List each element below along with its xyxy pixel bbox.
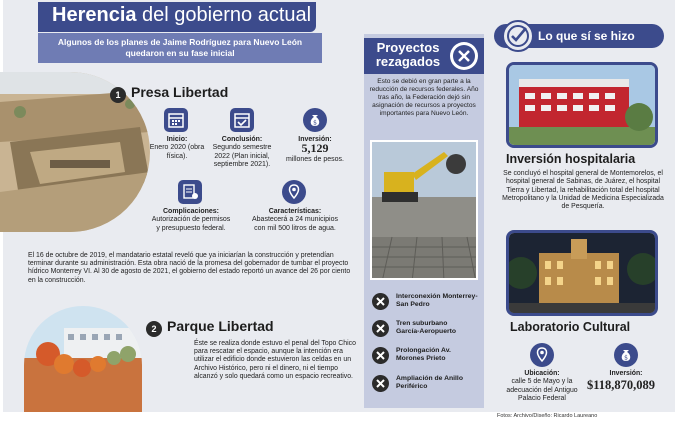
rezagado-name: Prolongación Av. Morones Prieto — [396, 347, 451, 362]
location-pin-icon — [530, 343, 554, 367]
rezagados-note: Esto se debió en gran parte a la reducción de recursos federales. Año tras año, la Federación dejó sin asignación de recursos a proyectos importantes para Nuevo León. — [369, 78, 479, 117]
parque-number-badge: 2 — [146, 321, 162, 337]
rezagado-item — [372, 373, 482, 395]
presa-inversion-amount: 5,129 — [301, 141, 329, 156]
page-title — [52, 4, 311, 27]
laboratorio-ubicacion — [504, 370, 580, 403]
rezagados-header — [364, 38, 484, 74]
ubicacion-value: calle 5 de Mayo y la adecuación del Antiguo Palacio Federal — [506, 378, 578, 402]
presa-inicio — [148, 136, 206, 161]
x-circle-icon — [450, 42, 478, 70]
presa-complicaciones — [150, 208, 232, 233]
rezagado-name: Tren suburbano García-Aeropuerto — [396, 320, 457, 335]
header-banner — [38, 2, 316, 32]
presa-caracteristicas-value: Abastecerá a 24 municipios con mil 500 litros de agua. — [252, 216, 338, 232]
laboratorio-inversion-value: $118,870,089 — [587, 378, 656, 392]
presa-caracteristicas-label: Características: — [268, 208, 322, 215]
rezagados-title: Proyectos rezagados — [375, 40, 441, 69]
presa-caracteristicas — [246, 208, 344, 233]
presa-conclusion-value: Segundo semestre 2022 (Plan inicial, septiembre 2021). — [212, 144, 272, 169]
rezagado-item — [372, 291, 482, 313]
presa-inversion-label: Inversión: — [298, 136, 332, 143]
lab-inversion-label: Inversión: — [609, 370, 643, 377]
presa-inicio-label: Inicio: — [166, 136, 188, 143]
presa-body-text: El 16 de octubre de 2019, el mandatario estatal reveló que ya iniciarían la construcción y pretendían terminar durante su administración. Esta obra nació de la promesa del gobernador de tumbar el proyecto hídrico Monterrey VI. Al 30 de agosto de 2021, el gobierno del estado reportó un avance del 26 por ciento en la construcción. — [28, 252, 351, 284]
rezagados-photo — [370, 140, 478, 280]
title-bold: Herencia — [52, 4, 137, 26]
presa-conclusion — [208, 136, 276, 170]
x-mark-icon — [372, 293, 389, 310]
page-subtitle: Algunos de los planes de Jaime Rodríguez para Nuevo León quedaron en su fase inicial — [38, 33, 322, 63]
presa-inicio-value: Enero 2020 (obra física). — [149, 144, 205, 160]
presa-complicaciones-label: Complicaciones: — [162, 208, 219, 215]
presa-inversion-unit: millones de pesos. — [286, 155, 344, 163]
svg-text:$: $ — [624, 354, 628, 362]
money-bag-icon — [614, 343, 638, 367]
presa-inversion — [280, 136, 350, 164]
location-pin-icon — [282, 180, 306, 204]
permits-icon — [178, 180, 202, 204]
hospital-text: Se concluyó el hospital general de Montemorelos, el hospital general de Sabinas, de Juárez, el hospital Tierra y Libertad, la rehabilitación total del hospital Metropolitano y la Unidad de Medicina Especializada de Pesquería. — [502, 170, 664, 211]
x-mark-icon — [372, 347, 389, 364]
laboratorio-photo — [506, 230, 658, 316]
hospital-photo — [506, 62, 658, 148]
calendar-icon — [164, 108, 188, 132]
rezagado-name: Ampliación de Anillo Periférico — [396, 375, 463, 390]
check-circle-icon — [502, 20, 534, 52]
presa-complicaciones-value: Autorización de permisos y presupuesto federal. — [151, 216, 231, 232]
hospital-title: Inversión hospitalaria — [506, 152, 636, 166]
rezagado-name: Interconexión Monterrey-San Pedro — [396, 293, 478, 308]
svg-text:$: $ — [313, 119, 317, 127]
rezagado-item — [372, 318, 482, 340]
ubicacion-label: Ubicación: — [524, 370, 560, 377]
parque-title: Parque Libertad — [167, 318, 274, 334]
laboratorio-title: Laboratorio Cultural — [510, 320, 631, 334]
x-mark-icon — [372, 320, 389, 337]
rezagado-item — [372, 345, 482, 367]
title-rest: del gobierno actual — [136, 4, 312, 26]
presa-number-badge: 1 — [110, 87, 126, 103]
x-mark-icon — [372, 375, 389, 392]
hecho-title: Lo que sí se hizo — [538, 29, 635, 43]
presa-title: Presa Libertad — [131, 84, 229, 100]
hecho-header — [494, 24, 664, 48]
photo-credit: Fotos: Archivo/Diseño: Ricardo Laureano — [497, 413, 598, 419]
money-bag-icon — [303, 108, 327, 132]
presa-conclusion-label: Conclusión: — [221, 136, 263, 143]
parque-body-text: Éste se realiza donde estuvo el penal del Topo Chico para rescatar el espacio, aunque la intención era utilizar el edificio donde estuvieron las celdas en un Archivo Histórico, pero ni el dinero, ni el tiempo alcanzó y solo quedará como un espacio recreativo. — [194, 340, 356, 380]
parque-photo — [24, 306, 142, 412]
calendar-check-icon — [230, 108, 254, 132]
